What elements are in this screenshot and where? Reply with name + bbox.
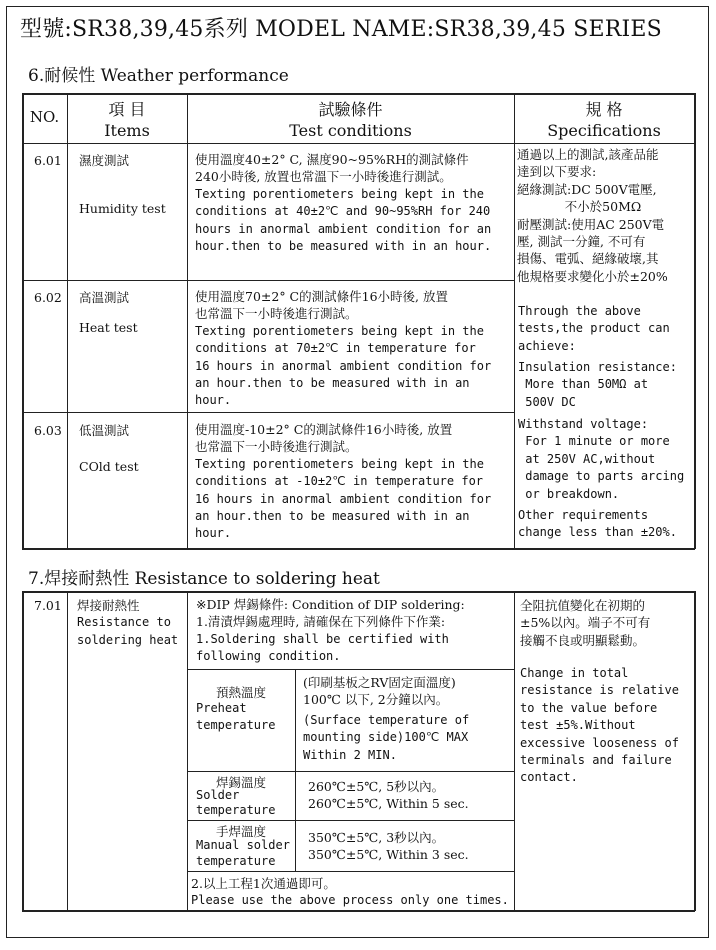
manual-value <box>308 829 513 864</box>
spec-en-line: damage to parts arcing <box>518 469 685 484</box>
preheat-value-zh-line: 100℃ 以下, 2分鐘以內。 <box>303 692 449 708</box>
cond-en-line: Texting porentiometers being kept in the <box>195 456 484 471</box>
spec-en-line: change less than ±20%. <box>518 525 677 540</box>
spec-en-line: For 1 minute or more <box>518 434 670 449</box>
cond-en-line: 16 hours in anormal ambient condition for <box>195 491 492 506</box>
cond-zh-line: 使用溫度-10±2° C的測試條件16小時後, 放置 <box>195 422 453 437</box>
header-spec-en: Specifications <box>547 121 661 140</box>
header-test-conditions <box>187 99 514 141</box>
header-spec-zh: 規 格 <box>585 100 623 119</box>
cond-zh-line: 使用溫度70±2° C的測試條件16小時後, 放置 <box>195 289 448 304</box>
spec-en-line: to the value before <box>520 700 658 715</box>
item-en-line: soldering heat <box>77 632 179 647</box>
cond-zh-line: 240小時後, 放置也常溫下一小時後進行測試。 <box>195 169 452 185</box>
cond-en-line: 16 hours in anormal ambient condition for <box>195 358 492 373</box>
cond-en-line: an hour.then to be measured with in an <box>195 376 470 391</box>
item-zh: 焊接耐熱性 <box>77 598 140 613</box>
spec-en-block <box>520 665 693 787</box>
preheat-value-en-line: Within 2 MIN. <box>303 747 397 762</box>
spec-en-insulation <box>518 359 694 411</box>
dip-conditions <box>196 596 514 666</box>
spec-en-line: excessive looseness of <box>520 735 679 750</box>
header-specifications <box>514 99 694 141</box>
row-no: 6.02 <box>34 290 62 305</box>
cond-en-line: Texting porentiometers being kept in the <box>195 186 484 201</box>
preheat-label-en-line: Preheat <box>196 701 247 715</box>
header-no: NO. <box>29 108 60 126</box>
solder-value-zh: 260℃±5℃, 5秒以內。 <box>308 779 445 794</box>
row-item-zh: 低溫測試 <box>79 423 130 438</box>
preheat-value-zh-line: (印刷基板之RV固定面溫度) <box>303 675 456 690</box>
header-test-zh: 試驗條件 <box>318 100 383 119</box>
spec-zh-line: 耐壓測試:使用AC 250V電 <box>517 216 665 232</box>
spec-en-other <box>518 507 694 542</box>
spec-en-line: Through the above <box>518 304 641 318</box>
preheat-value-en-line: mounting side)100℃ MAX <box>303 730 469 745</box>
spec-en-line: resistance is relative <box>520 683 679 698</box>
row-conditions <box>195 421 513 543</box>
cond-en-line: hours in anormal ambient condition for an <box>195 221 492 236</box>
spec-en-line: Change in total <box>520 666 629 680</box>
solder-label-en-line: Solder <box>196 788 240 802</box>
step2-zh: 2.以上工程1次通過即可。 <box>191 876 336 891</box>
spec-zh-line: 接觸不良或明顯鬆動。 <box>520 632 646 648</box>
cond-en-line: hour. <box>195 393 232 408</box>
manual-value-en: 350℃±5℃, Within 3 sec. <box>308 847 469 863</box>
spec-zh-line: 通過以上的測試,該產品能 <box>517 147 659 162</box>
spec-en-line: tests,the product can <box>518 321 670 336</box>
solder-label-en <box>196 788 275 818</box>
header-items <box>67 99 187 141</box>
cond-en-line: Texting porentiometers being kept in the <box>195 323 484 338</box>
cond-zh-line: 也常溫下一小時後進行測試。 <box>195 439 358 455</box>
spec-en-line: 500V DC <box>518 394 576 409</box>
spec-en-withstand <box>518 416 694 503</box>
row-item <box>77 597 187 649</box>
row-conditions <box>195 288 513 410</box>
step2 <box>191 875 514 910</box>
page-title: 型號:SR38,39,45系列 MODEL NAME:SR38,39,45 SERIES <box>20 17 662 42</box>
row-item-zh: 濕度測試 <box>79 153 130 168</box>
spec-zh-line: 達到以下要求: <box>517 164 597 180</box>
cond-en-line: conditions at 70±2℃ in temperature for <box>195 341 476 356</box>
spec-zh-line: 壓, 測試一分鐘, 不可有 <box>517 234 646 250</box>
spec-en-line: test ±5%.Without <box>520 718 636 733</box>
preheat-label <box>187 684 295 701</box>
spec-en-line: Withstand voltage: <box>518 417 649 431</box>
spec-en-line: More than 50MΩ at <box>518 377 649 392</box>
item-en-line: Resistance to <box>77 615 171 630</box>
manual-label-zh: 手焊溫度 <box>215 824 266 839</box>
row-no: 6.03 <box>34 423 62 438</box>
row-conditions <box>195 151 513 255</box>
row-no: 7.01 <box>34 598 62 613</box>
spec-zh-block <box>517 146 693 285</box>
manual-label-en-line: temperature <box>196 854 276 868</box>
spec-en-line: Insulation resistance: <box>518 360 677 374</box>
row-item-zh: 高溫測試 <box>79 290 130 305</box>
manual-label-en-line: Manual solder <box>196 838 290 852</box>
cond-zh-line: 也常溫下一小時後進行測試。 <box>195 306 358 322</box>
section-6-heading: 6.耐候性 Weather performance <box>28 66 289 86</box>
row-item-en: Heat test <box>79 320 138 335</box>
spec-zh-line: 損傷、電弧、絕緣破壞,其 <box>517 251 659 267</box>
preheat-label-zh: 預熱溫度 <box>215 685 266 700</box>
solder-label-en-line: temperature <box>196 803 276 817</box>
spec-en-line: or breakdown. <box>518 486 620 501</box>
cond-en-line: conditions at 40±2℃ and 90~95%RH for 240 <box>195 204 491 219</box>
cond-zh-line: 使用溫度40±2° C, 濕度90~95%RH的測試條件 <box>195 152 469 167</box>
manual-value-zh: 350℃±5℃, 3秒以內。 <box>308 830 445 845</box>
dip-line: ※DIP 焊錫條件: Condition of DIP soldering: <box>196 597 465 612</box>
spec-en-line: achieve: <box>518 338 576 353</box>
spec-zh-line: 絕緣測試:DC 500V電壓, <box>517 181 657 197</box>
row-item-en: COld test <box>79 459 139 474</box>
cond-en-line: an hour.then to be measured with in an <box>195 509 470 524</box>
header-items-en: Items <box>104 121 150 140</box>
preheat-value-en-line: (Surface temperature of <box>303 712 470 727</box>
manual-label-en <box>196 837 290 869</box>
section-7-heading: 7.焊接耐熱性 Resistance to soldering heat <box>28 569 380 589</box>
spec-zh-line: ±5%以內。端子不可有 <box>520 615 651 631</box>
spec-en-intro <box>518 303 694 355</box>
solder-value <box>308 778 513 813</box>
spec-en-line: contact. <box>520 770 578 785</box>
preheat-value <box>303 674 513 764</box>
solder-label-zh: 焊錫溫度 <box>215 775 266 790</box>
spec-zh-line: 他規格要求變化小於±20% <box>517 268 668 284</box>
header-items-zh: 項 目 <box>108 100 146 119</box>
preheat-label-en-line: temperature <box>196 718 276 733</box>
spec-zh-line: 不小於50MΩ <box>517 199 642 215</box>
spec-en-line: at 250V AC,without <box>518 451 656 466</box>
row-item-en: Humidity test <box>79 201 166 216</box>
step2-en: Please use the above process only one times. <box>191 893 509 908</box>
spec-en-line: terminals and failure <box>520 753 672 768</box>
row-no: 6.01 <box>34 153 62 168</box>
step1-en-line: following condition. <box>196 649 341 664</box>
cond-en-line: conditions at -10±2℃ in temperature for <box>195 474 484 489</box>
step1-zh: 1.清漬焊錫處理時, 請確保在下列條件下作業: <box>196 614 446 630</box>
cond-en-line: hour.then to be measured with in an hour. <box>195 239 492 254</box>
cond-en-line: hour. <box>195 526 232 541</box>
spec-zh-block <box>520 597 693 649</box>
preheat-label-en <box>196 700 275 735</box>
step1-en-line: 1.Soldering shall be certified with <box>196 631 449 646</box>
solder-value-en: 260℃±5℃, Within 5 sec. <box>308 796 469 812</box>
header-test-en: Test conditions <box>289 121 412 140</box>
spec-en-line: Other requirements <box>518 508 649 522</box>
spec-zh-line: 全阻抗值變化在初期的 <box>520 598 646 613</box>
